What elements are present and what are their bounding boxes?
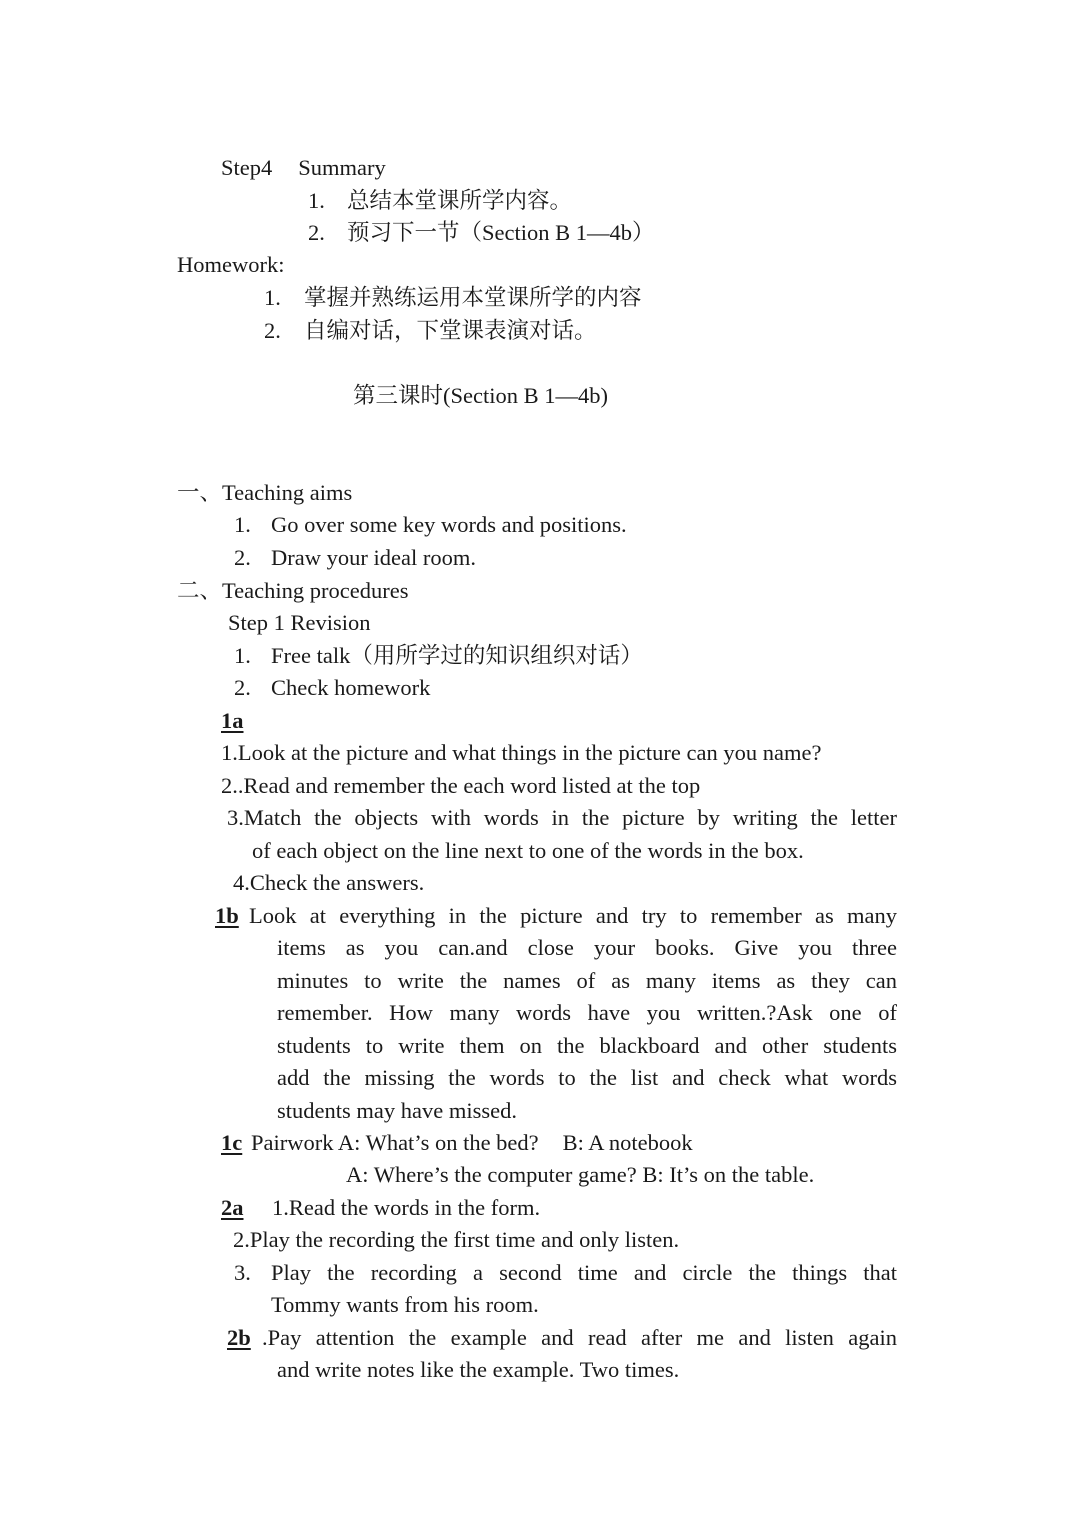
teaching-procedures-heading: 二、Teaching procedures (177, 578, 409, 603)
step4-label: Step4 (221, 155, 273, 180)
step1-item-2-text: Check homework (271, 675, 431, 700)
section-1a-line-3: 3.Match the objects with words in the picture by writing the letter (227, 805, 897, 830)
lesson-title: 第三课时(Section B 1—4b) (353, 383, 608, 408)
section-1c-line-1 (251, 1127, 693, 1159)
homework-label: Homework: (177, 252, 285, 277)
section-1c-answer: B: A notebook (562, 1130, 693, 1155)
section-1b-line-6: add the missing the words to the list and check what words (277, 1065, 897, 1090)
aims-item-2-number: 2. (234, 545, 251, 570)
step4-item-2-number: 2. (308, 220, 325, 245)
section-1c-tag: 1c (221, 1130, 243, 1155)
section-1b-line-3: minutes to write the names of as many items as they can (277, 968, 897, 993)
section-2a-item-3-line-1: Play the recording a second time and circle the things that (271, 1260, 897, 1285)
section-2b-tag: 2b (227, 1325, 251, 1350)
section-1a-line-2: 2..Read and remember the each word listed at the top (221, 773, 701, 798)
homework-item-1-number: 1. (264, 285, 281, 310)
section-1a-tag: 1a (221, 708, 244, 733)
section-1b-line-1: Look at everything in the picture and try to remember as many (249, 903, 897, 928)
teaching-aims-heading: 一、Teaching aims (177, 480, 353, 505)
section-2a-item-3-number: 3. (234, 1260, 251, 1285)
section-1b-line-4: remember. How many words have you written.?Ask one of (277, 1000, 897, 1025)
step4-item-1-text: 总结本堂课所学内容。 (347, 188, 573, 213)
section-1c-question: Pairwork A: What’s on the bed? (251, 1130, 539, 1155)
homework-item-2-text: 自编对话，下堂课表演对话。 (304, 318, 597, 343)
aims-item-1-number: 1. (234, 512, 251, 537)
step4-title: Summary (298, 155, 386, 180)
homework-item-1-text: 掌握并熟练运用本堂课所学的内容 (304, 285, 642, 310)
step4-heading (221, 152, 386, 184)
step1-item-1-text: Free talk（用所学过的知识组织对话） (271, 643, 643, 668)
section-1b-tag: 1b (215, 903, 239, 928)
section-1b-line-2: items as you can.and close your books. Give you three (277, 935, 897, 960)
step4-item-1-number: 1. (308, 188, 325, 213)
homework-item-2-number: 2. (264, 318, 281, 343)
section-1b-line-5: students to write them on the blackboard and other students (277, 1033, 897, 1058)
step4-item-2-text: 预习下一节（Section B 1—4b） (347, 220, 655, 245)
step1-item-1-number: 1. (234, 643, 251, 668)
aims-item-1-text: Go over some key words and positions. (271, 512, 627, 537)
section-1a-line-5: 4.Check the answers. (233, 870, 425, 895)
aims-item-2-text: Draw your ideal room. (271, 545, 476, 570)
section-2a-tag: 2a (221, 1195, 244, 1220)
section-1a-line-1: 1.Look at the picture and what things in the picture can you name? (221, 740, 822, 765)
step1-heading: Step 1 Revision (228, 610, 371, 635)
section-2a-item-3-line-2: Tommy wants from his room. (271, 1292, 539, 1317)
section-2b-line-1: .Pay attention the example and read after me and listen again (262, 1325, 897, 1350)
step1-item-2-number: 2. (234, 675, 251, 700)
section-1a-line-4: of each object on the line next to one of the words in the box. (252, 838, 804, 863)
section-1c-line-2: A: Where’s the computer game? B: It’s on the table. (346, 1162, 815, 1187)
section-2b-line-2: and write notes like the example. Two times. (277, 1357, 680, 1382)
section-2a-line-2: 2.Play the recording the first time and only listen. (233, 1227, 680, 1252)
section-2a-line-1: 1.Read the words in the form. (272, 1195, 541, 1220)
section-1b-line-7: students may have missed. (277, 1098, 517, 1123)
